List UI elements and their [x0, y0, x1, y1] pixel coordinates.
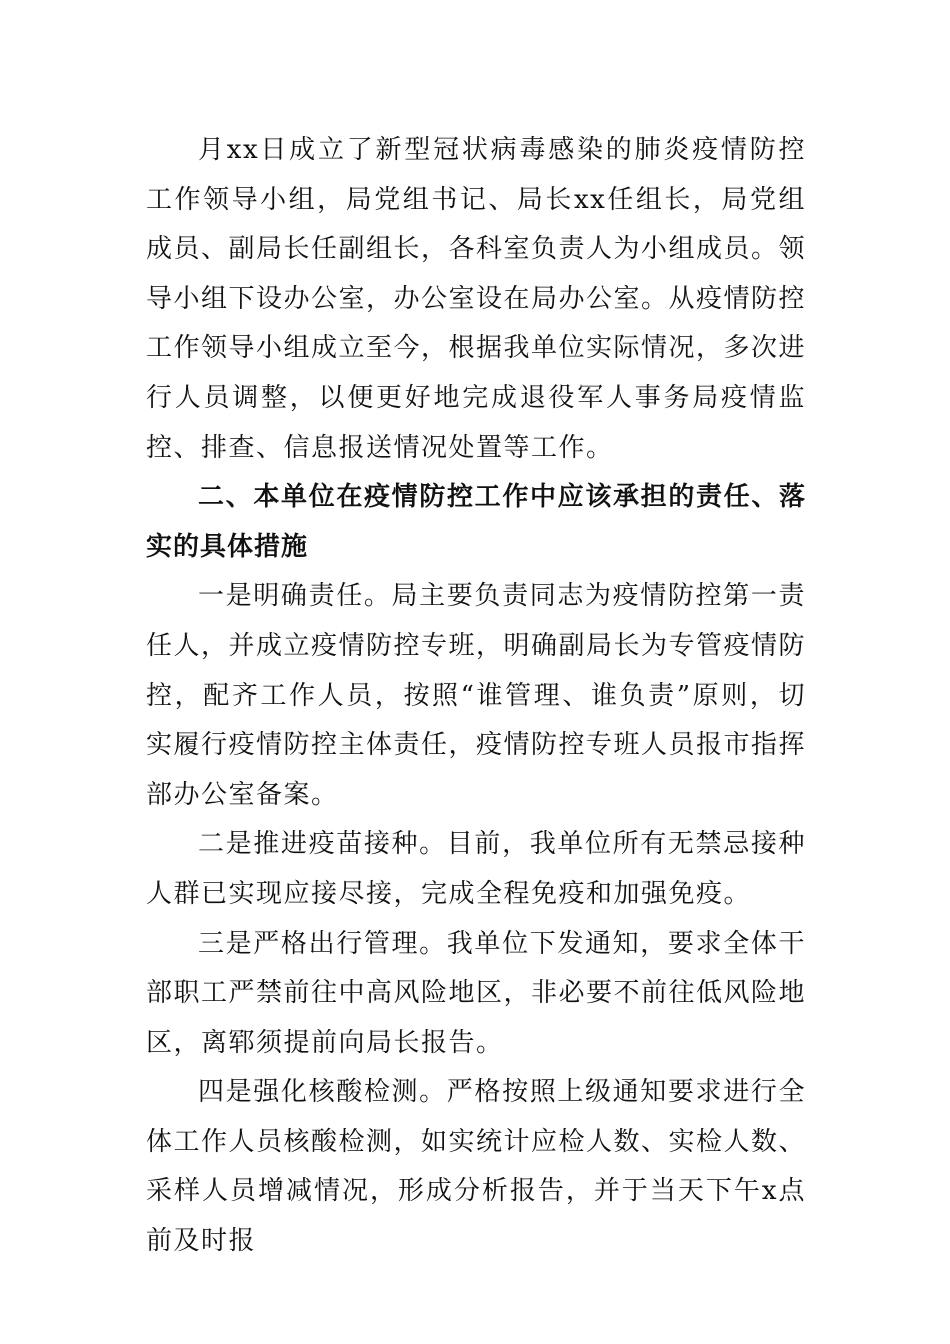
paragraph-travel-management: 三是严格出行管理。我单位下发通知，要求全体干部职工严禁前往中高风险地区，非必要不前往低风险地区，离郓须提前向局长报告。: [146, 928, 807, 1058]
paragraph-clear-responsibility: 一是明确责任。局主要负责同志为疫情防控第一责任人，并成立疫情防控专班，明确副局长为专管疫情防控，配齐工作人员，按照“谁管理、谁负责”原则，切实履行疫情防控主体责任，疫情防控专班人员报市指挥部办公室备案。: [146, 581, 807, 810]
document-body: [146, 126, 806, 1267]
paragraph-leadership-group: 月xx日成立了新型冠状病毒感染的肺炎疫情防控工作领导小组，局党组书记、局长xx任组长，局党组成员、副局长任副组长，各科室负责人为小组成员。领导小组下设办公室，办公室设在局办公室。从疫情防控工作领导小组成立至今，根据我单位实际情况，多次进行人员调整，以便更好地完成退役军人事务局疫情监控、排查、信息报送情况处置等工作。: [146, 135, 807, 463]
paragraph-vaccination: 二是推进疫苗接种。目前，我单位所有无禁忌接种人群已实现应接尽接，完成全程免疫和加强免疫。: [146, 829, 806, 909]
section-heading-responsibilities: 二、本单位在疫情防控工作中应该承担的责任、落实的具体措施: [146, 482, 806, 562]
paragraph-nucleic-acid-testing: 四是强化核酸检测。严格按照上级通知要求进行全体工作人员核酸检测，如实统计应检人数、实检人数、采样人员增减情况，形成分析报告，并于当天下午x点前及时报: [146, 1077, 807, 1257]
